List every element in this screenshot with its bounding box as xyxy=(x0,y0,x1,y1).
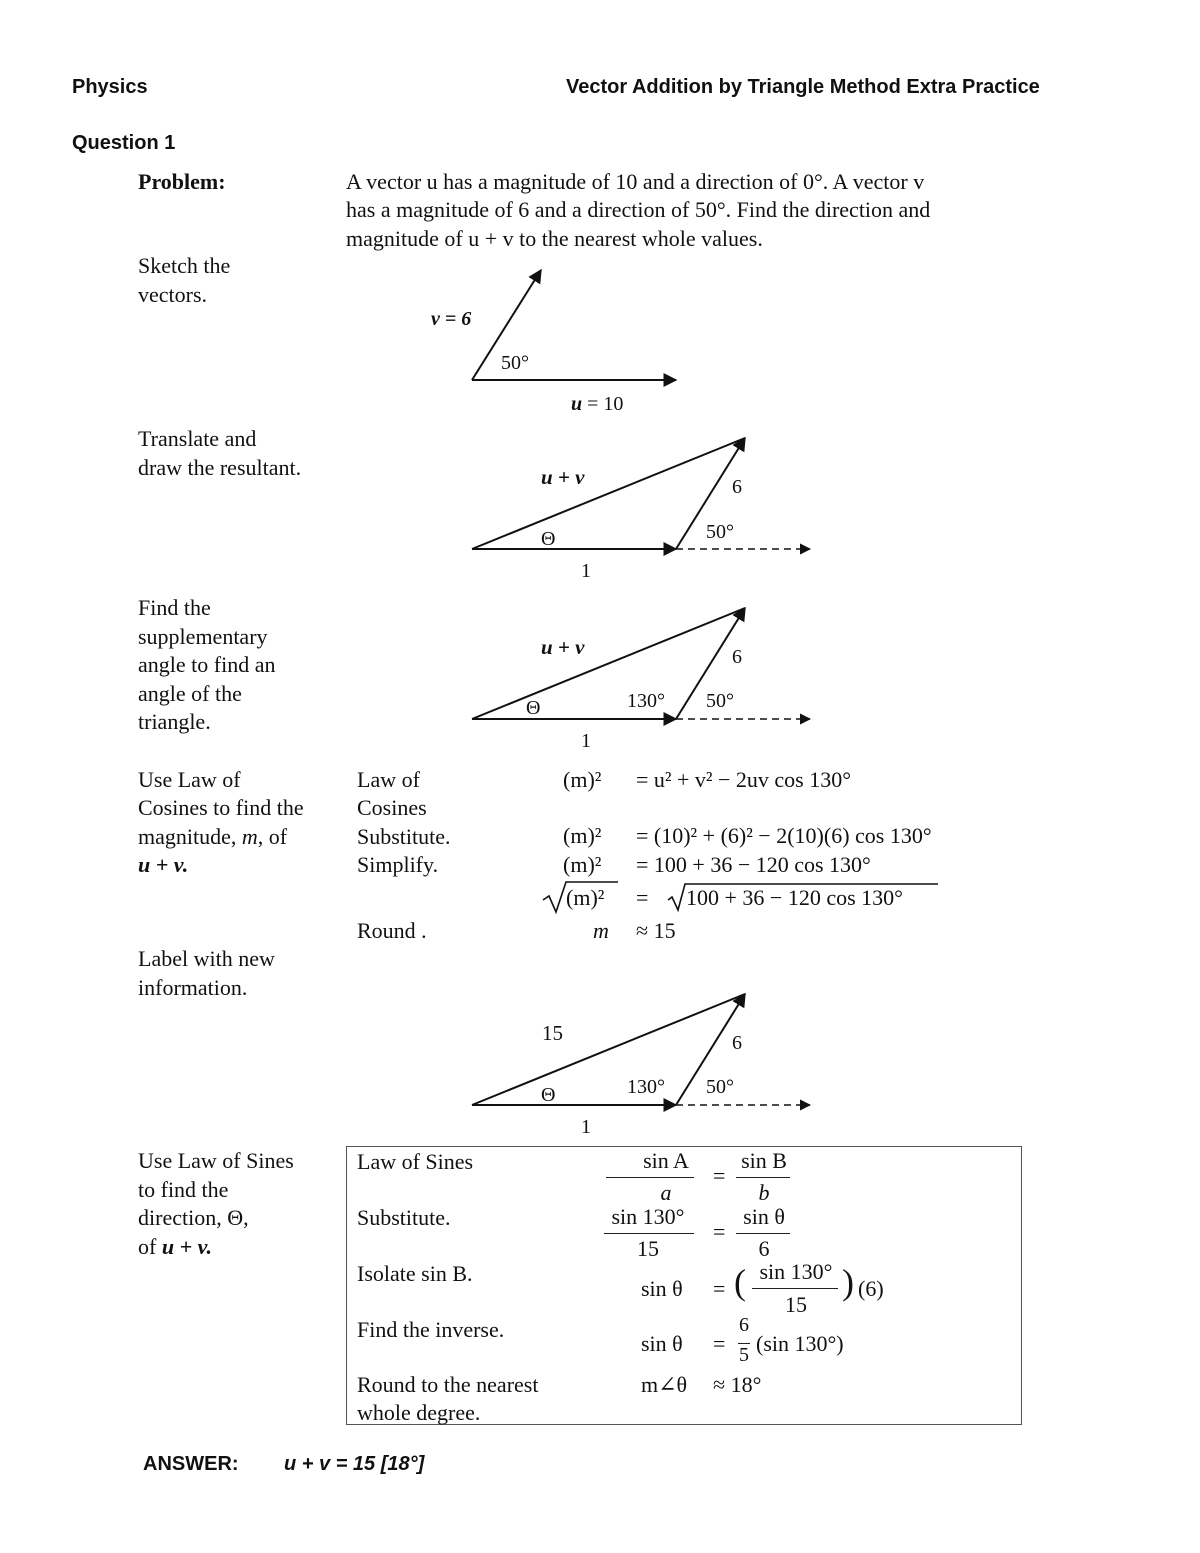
cos-label-substitute: Substitute. xyxy=(357,824,451,849)
theta-label: Θ xyxy=(541,528,556,550)
row1-den-left: a xyxy=(660,1180,672,1205)
resultant-label: u + v xyxy=(541,465,585,489)
step-sines-line-3: direction, Θ, xyxy=(138,1205,249,1230)
sines-label-round-2: whole degree. xyxy=(357,1400,481,1425)
resultant-arrow xyxy=(472,438,745,549)
problem-label: Problem: xyxy=(138,169,226,194)
row4-equals: = xyxy=(713,1331,726,1356)
step-sketch-line-1: Sketch the xyxy=(138,253,231,278)
row4-tail: (sin 130°) xyxy=(756,1331,844,1356)
row3-paren-open: ( xyxy=(734,1262,746,1302)
cos-label-round: Round . xyxy=(357,918,427,943)
step-supp-line-5: triangle. xyxy=(138,709,211,734)
sines-label-law: Law of Sines xyxy=(357,1149,474,1174)
resultant-diagram xyxy=(472,438,810,549)
row1-fraction-bar-right xyxy=(736,1177,790,1178)
row3-equals: = xyxy=(713,1276,726,1301)
row4-lhs: sin θ xyxy=(641,1331,683,1356)
row2-fraction-bar-right xyxy=(736,1233,790,1234)
angle-50-label: 50° xyxy=(706,521,734,543)
side-6-label: 6 xyxy=(732,1032,742,1054)
angle-130-label: 130° xyxy=(627,690,665,712)
step-sines-line-2: to find the xyxy=(138,1177,229,1202)
row2-fraction-bar-left xyxy=(604,1233,694,1234)
step-cos-line-2: Cosines to find the xyxy=(138,795,304,820)
step-sines-line-4: of u + v. xyxy=(138,1234,213,1259)
step-supp-line-3: angle to find an xyxy=(138,652,276,677)
row1-den-right: b xyxy=(758,1180,770,1205)
worksheet-title: Vector Addition by Triangle Method Extra Practice xyxy=(566,76,1040,98)
cos-label-cosines: Cosines xyxy=(357,795,427,820)
v-magnitude-label: v = 6 xyxy=(431,308,472,330)
row5-rhs: ≈ 18° xyxy=(713,1372,762,1397)
side-6-label: 6 xyxy=(732,476,742,498)
cos-rhs-5: ≈ 15 xyxy=(636,918,676,943)
step-supp-line-4: angle of the xyxy=(138,681,242,706)
row1-num-left: sin A xyxy=(643,1148,689,1173)
row1-fraction-bar-left xyxy=(606,1177,694,1178)
step-label-line-1: Label with new xyxy=(138,946,275,971)
cos-rhs-3: = 100 + 36 − 120 cos 130° xyxy=(636,852,871,877)
subject-label: Physics xyxy=(72,76,148,98)
step-translate-line-1: Translate and xyxy=(138,426,257,451)
resultant-arrow xyxy=(472,608,745,719)
row4-den: 5 xyxy=(739,1344,749,1366)
resultant-label: u + v xyxy=(541,635,585,659)
side-6-label: 6 xyxy=(732,646,742,668)
row4-num: 6 xyxy=(739,1314,749,1336)
cos-lhs-2: (m)² xyxy=(563,823,602,848)
step-translate-line-2: draw the resultant. xyxy=(138,455,302,480)
resultant-arrow xyxy=(472,994,745,1105)
row2-equals: = xyxy=(713,1219,726,1244)
cos-lhs-3: (m)² xyxy=(563,852,602,877)
cos-rhs-1: = u² + v² − 2uv cos 130° xyxy=(636,767,852,792)
hypotenuse-15-label: 15 xyxy=(542,1021,563,1045)
cos-label-law-of: Law of xyxy=(357,767,420,792)
answer-value: u + v = 15 [18°] xyxy=(284,1453,425,1475)
cos-lhs-1: (m)² xyxy=(563,767,602,792)
problem-text-line-3: magnitude of u + v to the nearest whole values. xyxy=(346,226,763,251)
row3-fraction-bar xyxy=(752,1288,838,1289)
row3-den: 15 xyxy=(785,1292,807,1317)
step-label-line-2: information. xyxy=(138,975,248,1000)
theta-label: Θ xyxy=(526,697,541,719)
angle-50-label: 50° xyxy=(706,690,734,712)
step-supp-line-1: Find the xyxy=(138,595,211,620)
row2-den-right: 6 xyxy=(758,1236,770,1261)
row3-paren-close: ) xyxy=(842,1262,854,1302)
row1-num-right: sin B xyxy=(741,1148,787,1173)
problem-text-line-2: has a magnitude of 6 and a direction of 50°. Find the direction and xyxy=(346,197,931,222)
step-cos-line-1: Use Law of xyxy=(138,767,241,792)
cos-rhs-4-radicand: 100 + 36 − 120 cos 130° xyxy=(686,885,903,910)
angle-50-label: 50° xyxy=(706,1076,734,1098)
step-sketch-line-2: vectors. xyxy=(138,282,208,307)
step-supp-line-2: supplementary xyxy=(138,624,268,649)
u-magnitude-label: u = 10 xyxy=(571,393,624,415)
angle-50-label: 50° xyxy=(501,352,529,374)
sines-label-substitute: Substitute. xyxy=(357,1205,451,1230)
question-label: Question 1 xyxy=(72,132,176,154)
base-label: 1 xyxy=(581,730,591,752)
row2-num-left: sin 130° xyxy=(611,1204,685,1229)
row3-tail: (6) xyxy=(858,1276,884,1301)
row2-den-left: 15 xyxy=(637,1236,659,1261)
base-label: 1 xyxy=(581,560,591,582)
problem-text-line-1: A vector u has a magnitude of 10 and a direction of 0°. A vector v xyxy=(346,169,925,194)
row3-num: sin 130° xyxy=(759,1259,833,1284)
row2-num-right: sin θ xyxy=(743,1204,785,1229)
cos-rhs-2: = (10)² + (6)² − 2(10)(6) cos 130° xyxy=(636,823,932,848)
cos-lhs-4: (m)² xyxy=(566,885,605,910)
base-label: 1 xyxy=(581,1116,591,1138)
angle-130-label: 130° xyxy=(627,1076,665,1098)
theta-label: Θ xyxy=(541,1084,556,1106)
sines-label-round-1: Round to the nearest xyxy=(357,1372,539,1397)
row3-lhs: sin θ xyxy=(641,1276,683,1301)
answer-label: ANSWER: xyxy=(143,1453,239,1475)
step-cos-line-4: u + v. xyxy=(138,852,189,877)
sines-label-isolate: Isolate sin B. xyxy=(357,1261,473,1286)
cos-label-simplify: Simplify. xyxy=(357,852,439,877)
row1-equals: = xyxy=(713,1163,726,1188)
step-cos-line-3: magnitude, m, of xyxy=(138,824,288,849)
cos-lhs-5: m xyxy=(593,918,609,943)
sines-label-inverse: Find the inverse. xyxy=(357,1317,505,1342)
cos-rhs-4-eq: = xyxy=(636,885,649,910)
step-sines-line-1: Use Law of Sines xyxy=(138,1148,294,1173)
row5-lhs: m∠θ xyxy=(641,1372,688,1397)
